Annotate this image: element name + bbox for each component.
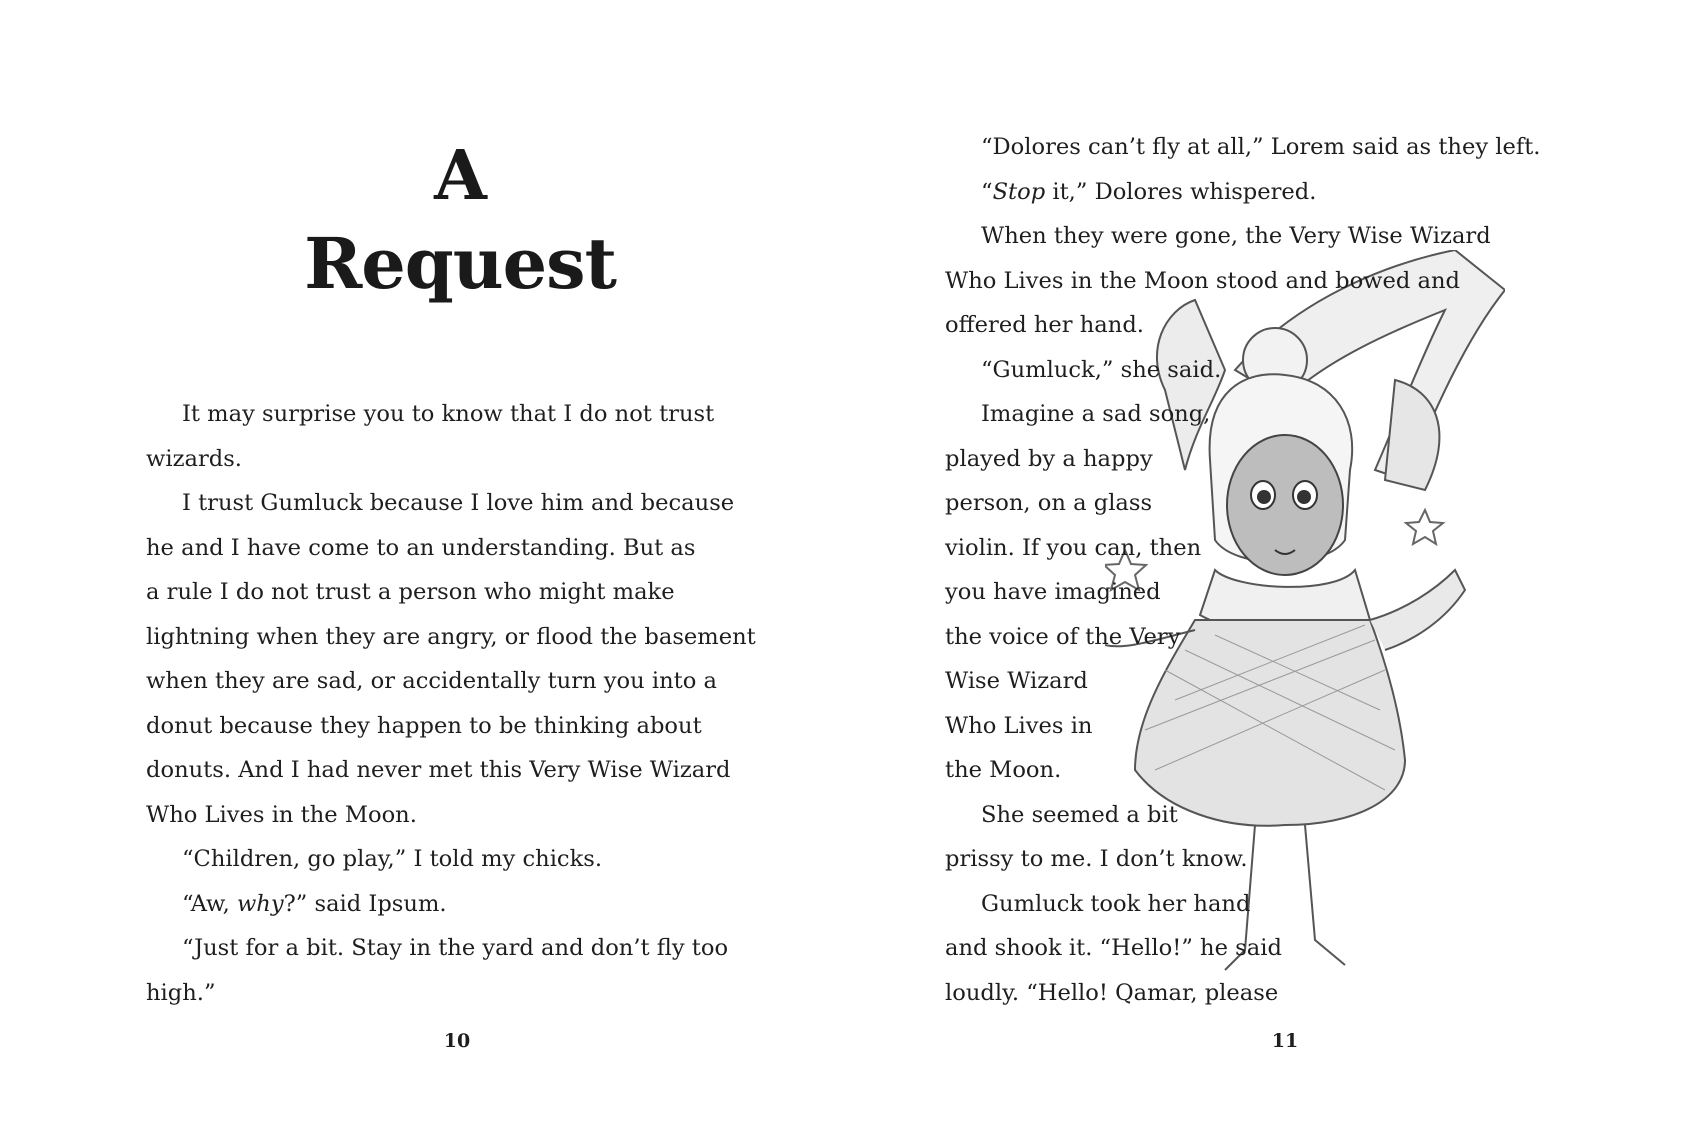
text-run: it,” Dolores whispered. <box>1045 178 1317 205</box>
text-run: Wise Wizard <box>945 668 1088 694</box>
text-run: offered her hand. <box>945 312 1144 338</box>
text-run: ?” said Ipsum. <box>283 890 447 917</box>
text-run: loudly. “Hello! Qamar, please <box>945 979 1279 1006</box>
text-line <box>945 926 1540 971</box>
page-number-left: 10 <box>443 1030 471 1052</box>
text-run: the voice of the Very <box>945 623 1181 650</box>
text-run: when they are sad, or accidentally turn you into a <box>146 668 717 694</box>
text-run: donuts. And I had never met this Very Wise Wizard <box>146 757 731 783</box>
text-run: “Gumluck,” she said. <box>981 356 1222 383</box>
text-line <box>945 348 1540 393</box>
text-run: “Children, go play,” I told my chicks. <box>182 846 603 872</box>
text-run: When they were gone, the Very Wise Wizard <box>981 223 1491 249</box>
text-line <box>945 570 1540 615</box>
text-run: “ <box>981 178 993 205</box>
chapter-title-line-2: Request <box>304 222 616 305</box>
text-line <box>945 793 1540 838</box>
italic-text: Stop <box>992 178 1046 205</box>
text-run: Who Lives in the Moon. <box>146 801 417 828</box>
text-run: prissy to me. I don’t know. <box>945 846 1248 872</box>
text-run: “Dolores can’t fly at all,” Lorem said as they left. <box>981 134 1541 160</box>
text-line <box>146 971 756 1016</box>
text-line <box>146 659 756 704</box>
text-line <box>945 971 1540 1016</box>
text-line <box>146 437 756 482</box>
text-line <box>945 214 1540 259</box>
text-run: person, on a glass <box>945 490 1153 516</box>
text-line <box>146 526 756 571</box>
text-line <box>945 659 1540 704</box>
text-run: wizards. <box>146 445 242 472</box>
text-line <box>945 882 1540 927</box>
italic-text: why <box>236 890 284 917</box>
page-number-right: 11 <box>1271 1030 1299 1052</box>
text-line <box>945 704 1540 749</box>
text-run: violin. If you can, then <box>945 534 1202 561</box>
text-run: donut because they happen to be thinking about <box>146 712 702 739</box>
text-line <box>945 303 1540 348</box>
text-line <box>146 837 756 882</box>
text-line <box>945 259 1540 304</box>
text-line <box>146 392 756 437</box>
text-line <box>945 392 1540 437</box>
text-run: and shook it. “Hello!” he said <box>945 935 1282 961</box>
text-run: Gumluck took her hand <box>981 890 1251 917</box>
text-run: Who Lives in <box>945 712 1093 739</box>
text-line <box>945 837 1540 882</box>
text-run: lightning when they are angry, or flood the basement <box>146 623 756 650</box>
text-run: Who Lives in the Moon stood and bowed and <box>945 267 1461 294</box>
text-run: “Aw, <box>182 890 237 917</box>
text-run: the Moon. <box>945 757 1062 783</box>
chapter-title-line-1: A <box>434 136 486 216</box>
text-run: I trust Gumluck because I love him and because <box>182 490 735 516</box>
text-line <box>146 882 756 927</box>
text-line <box>945 170 1540 215</box>
text-line <box>945 748 1540 793</box>
text-run: She seemed a bit <box>981 801 1178 828</box>
text-line <box>945 526 1540 571</box>
text-line <box>945 615 1540 660</box>
right-page-body-text <box>945 125 1540 1015</box>
text-line <box>945 481 1540 526</box>
text-line <box>146 926 756 971</box>
text-run: Imagine a sad song, <box>981 401 1211 427</box>
text-line <box>146 481 756 526</box>
text-line <box>146 704 756 749</box>
text-run: It may surprise you to know that I do not trust <box>182 401 715 427</box>
text-run: high.” <box>146 979 216 1006</box>
text-line <box>945 437 1540 482</box>
text-line <box>146 615 756 660</box>
text-line <box>146 748 756 793</box>
text-run: played by a happy <box>945 445 1153 472</box>
text-run: a rule I do not trust a person who might make <box>146 579 675 605</box>
text-run: you have imagined <box>945 579 1161 605</box>
text-line <box>146 793 756 838</box>
text-run: “Just for a bit. Stay in the yard and don’t fly too <box>182 935 729 961</box>
text-line <box>146 570 756 615</box>
left-page-body-text <box>146 392 756 1015</box>
text-line <box>945 125 1540 170</box>
text-run: he and I have come to an understanding. But as <box>146 534 696 561</box>
right-page <box>849 0 1698 1140</box>
